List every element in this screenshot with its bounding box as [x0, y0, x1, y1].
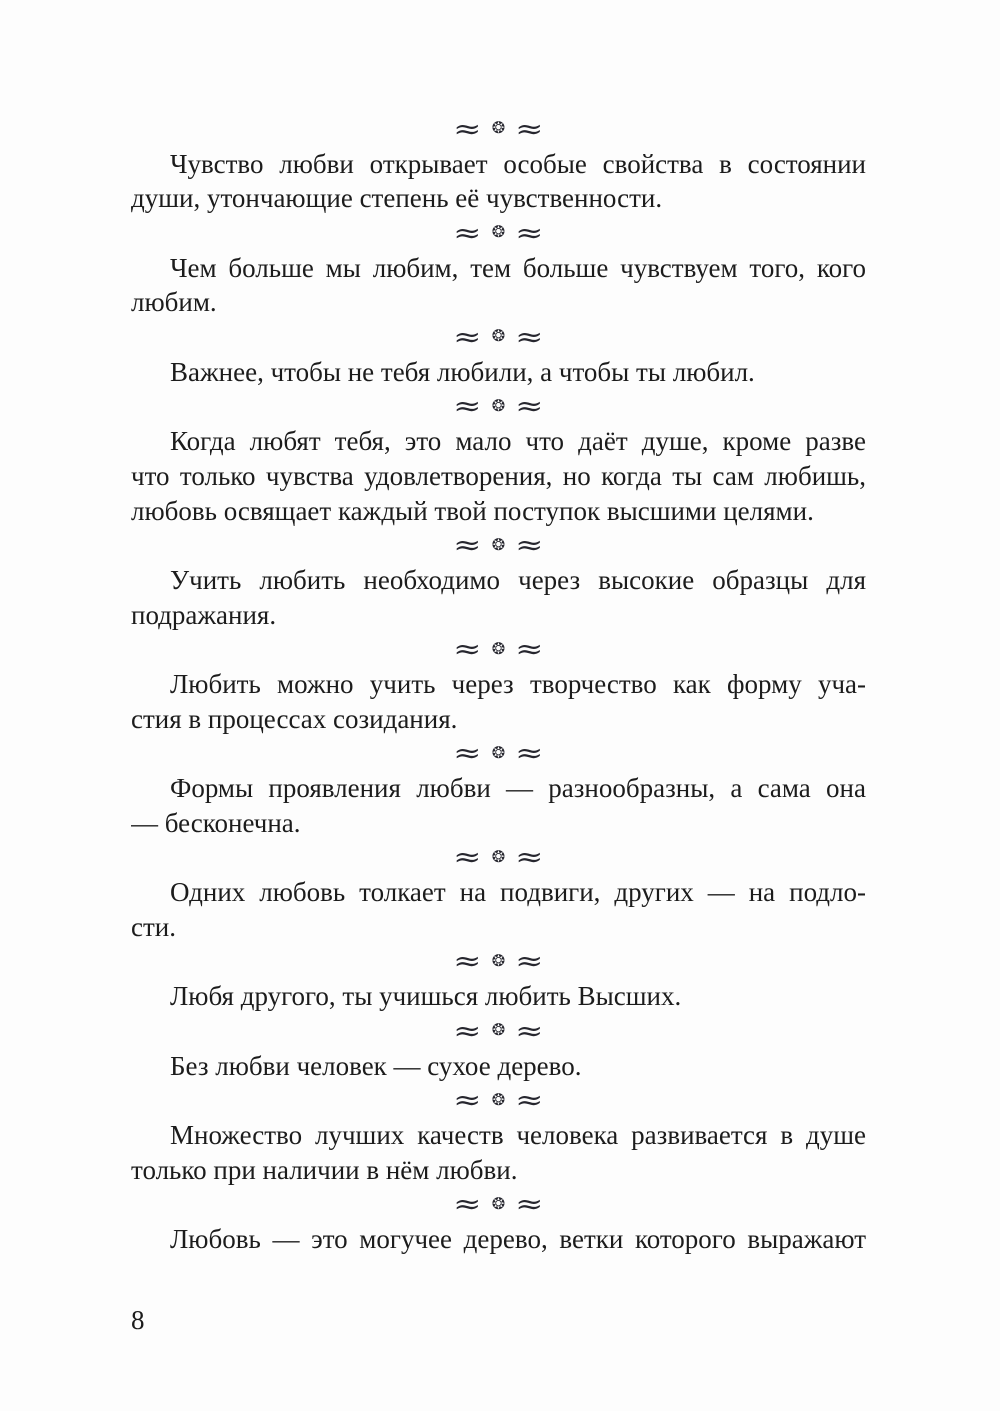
swash-icon: ≈: [515, 1015, 544, 1047]
section-divider: [131, 1083, 866, 1118]
flower-icon: ❂: [491, 638, 506, 658]
flower-icon: ❂: [491, 395, 506, 415]
paragraph: [131, 355, 866, 390]
text-line: стия в процессах созидания.: [131, 703, 458, 734]
flower-icon: ❂: [491, 222, 506, 242]
text-line: Учить любить необходимо через высокие образцы для: [170, 564, 866, 595]
text-line: души, утончающие степень её чувственности.: [131, 183, 663, 214]
flower-icon: ❂: [491, 742, 506, 762]
flower-icon: ❂: [491, 534, 506, 554]
text-line: — бесконечна.: [131, 807, 301, 838]
paragraph: [131, 424, 866, 528]
section-divider: [131, 1014, 866, 1049]
text-line: сти.: [131, 911, 176, 942]
swash-icon: ≈: [453, 842, 482, 874]
paragraph: [131, 563, 866, 632]
swash-icon: ≈: [453, 1085, 482, 1117]
text-line: Одних любовь толкает на подвиги, других — на подло-: [170, 877, 866, 908]
paragraph: [131, 979, 866, 1014]
swash-icon: ≈: [515, 634, 544, 666]
swash-icon: ≈: [453, 217, 482, 249]
swash-icon: ≈: [515, 946, 544, 978]
swash-icon: ≈: [453, 391, 482, 423]
flower-icon: ❂: [491, 326, 506, 346]
swash-icon: ≈: [453, 1015, 482, 1047]
text-line: любим.: [131, 287, 217, 318]
paragraph: [131, 1118, 866, 1187]
swash-icon: ≈: [453, 1189, 482, 1221]
text-line: Когда любят тебя, это мало что даёт душе, кроме разве: [170, 426, 866, 457]
section-divider: [131, 945, 866, 980]
flower-icon: ❂: [491, 950, 506, 970]
paragraph: [131, 1222, 866, 1257]
swash-icon: ≈: [453, 738, 482, 770]
flower-icon: ❂: [491, 846, 506, 866]
text-line: Любовь — это могучее дерево, ветки которого выражают: [170, 1224, 866, 1254]
paragraph: [131, 667, 866, 736]
swash-icon: ≈: [515, 1085, 544, 1117]
swash-icon: ≈: [453, 321, 482, 353]
section-divider: [131, 528, 866, 563]
text-line: Множество лучших качеств человека развивается в душе: [170, 1119, 866, 1150]
flower-icon: ❂: [491, 1089, 506, 1109]
swash-icon: ≈: [515, 113, 544, 145]
text-line: Без любви человек — сухое дерево.: [170, 1050, 582, 1081]
text-line: что только чувства удовлетворения, но когда ты сам любишь,: [131, 460, 866, 491]
swash-icon: ≈: [453, 634, 482, 666]
swash-icon: ≈: [453, 113, 482, 145]
text-line: любовь освящает каждый твой поступок высшими целями.: [131, 495, 814, 526]
swash-icon: ≈: [515, 1189, 544, 1221]
text-line: только при наличии в нём любви.: [131, 1154, 518, 1185]
paragraph: [131, 1049, 866, 1084]
text-line: Важнее, чтобы не тебя любили, а чтобы ты любил.: [170, 356, 755, 387]
section-divider: [131, 840, 866, 875]
paragraph: [131, 771, 866, 840]
paragraph: [131, 251, 866, 320]
swash-icon: ≈: [515, 321, 544, 353]
text-line: подражания.: [131, 599, 277, 630]
swash-icon: ≈: [515, 530, 544, 562]
swash-icon: ≈: [453, 530, 482, 562]
swash-icon: ≈: [453, 946, 482, 978]
text-line: Любить можно учить через творчество как форму уча-: [170, 669, 866, 699]
text-line: Формы проявления любви — разнообразны, а сама она: [170, 773, 866, 804]
flower-icon: ❂: [491, 1020, 506, 1040]
text-line: Чувство любви открывает особые свойства в состоянии: [170, 148, 866, 179]
swash-icon: ≈: [515, 391, 544, 423]
swash-icon: ≈: [515, 738, 544, 770]
section-divider: [131, 632, 866, 667]
section-divider: [131, 320, 866, 355]
section-divider: [131, 1187, 866, 1222]
section-divider: [131, 216, 866, 251]
text-line: Любя другого, ты учишься любить Высших.: [170, 981, 682, 1012]
paragraph: [131, 147, 866, 216]
text-line: Чем больше мы любим, тем больше чувствуем того, кого: [170, 252, 866, 283]
text-column: [131, 112, 866, 1257]
swash-icon: ≈: [515, 842, 544, 874]
swash-icon: ≈: [515, 217, 544, 249]
section-divider: [131, 390, 866, 425]
section-divider: [131, 112, 866, 147]
flower-icon: ❂: [491, 1193, 506, 1213]
flower-icon: ❂: [491, 118, 506, 138]
paragraph: [131, 875, 866, 944]
section-divider: [131, 736, 866, 771]
page-number: 8: [131, 1305, 145, 1335]
